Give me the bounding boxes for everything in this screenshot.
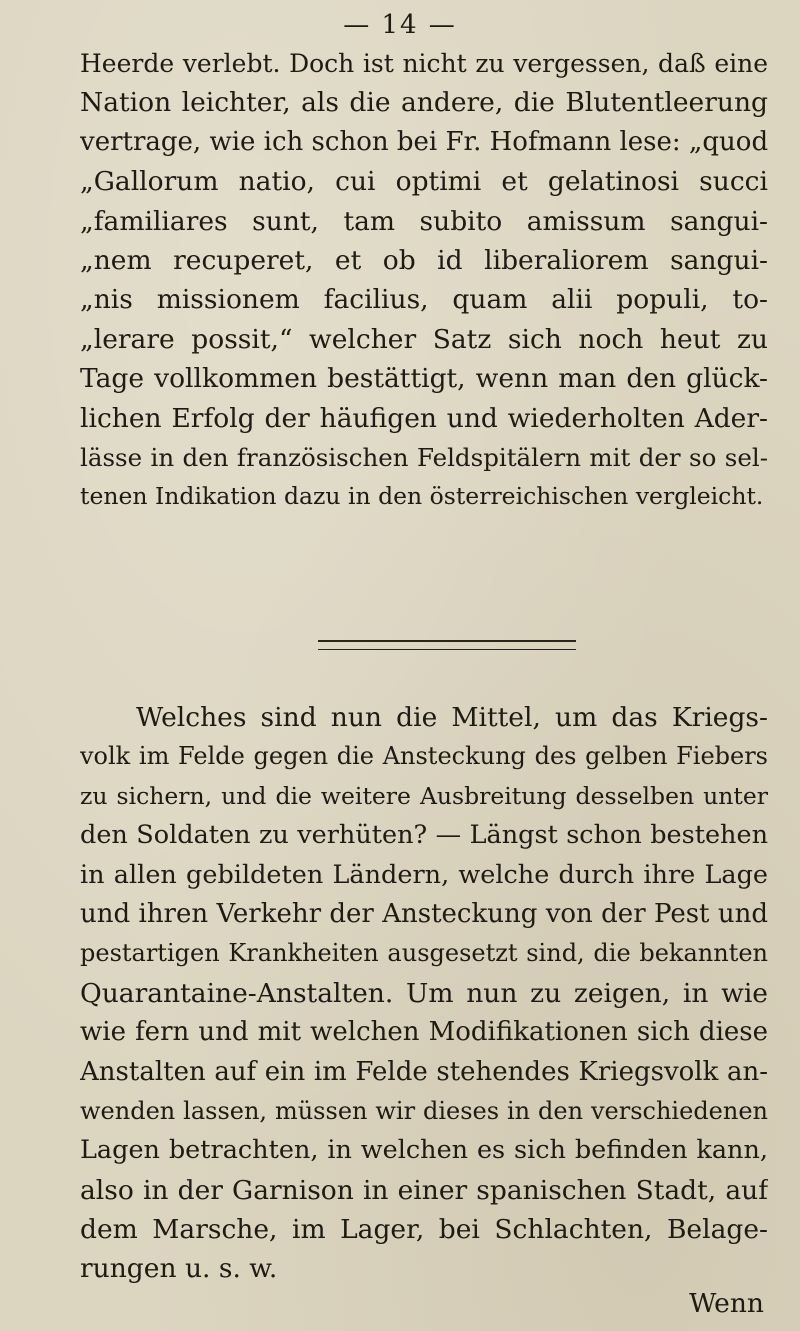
text-line: dem Marsche, im Lager, bei Schlachten, Belage-: [80, 1214, 768, 1246]
text-line: und ihren Verkehr der Ansteckung von der Pest und: [80, 898, 768, 929]
text-line: pestartigen Krankheiten ausgesetzt sind, die bekannten: [80, 939, 768, 968]
paragraph-2: [80, 698, 768, 1289]
text-line: „nem recuperet, et ob id liberaliorem sangui-: [80, 244, 768, 276]
text-line: rungen u. s. w.: [80, 1253, 278, 1285]
text-line: „lerare possit,“ welcher Satz sich noch heut zu: [80, 323, 768, 355]
text-line: den Soldaten zu verhüten? — Längst schon bestehen: [80, 820, 768, 851]
text-line: volk im Felde gegen die Ansteckung des gelben Fiebers: [80, 742, 768, 771]
text-line: wenden lassen, müssen wir dieses in den verschiedenen: [80, 1096, 768, 1125]
text-line: vertrage, wie ich schon bei Fr. Hofmann lese: „quod: [80, 126, 768, 157]
text-line: lässe in den französischen Feldspitälern mit der so sel-: [80, 442, 768, 472]
text-line: „nis missionem facilius, quam alii populi, to-: [80, 284, 768, 316]
text-line: also in der Garnison in einer spanischen Stadt, auf: [80, 1174, 768, 1206]
text-line: in allen gebildeten Ländern, welche durch ihre Lage: [80, 859, 768, 890]
section-divider: [318, 640, 576, 650]
text-line: Anstalten auf ein im Felde stehendes Kriegsvolk an-: [80, 1056, 768, 1087]
paragraph-1: [80, 44, 768, 517]
text-line: Tage vollkommen bestättigt, wenn man den glück-: [80, 363, 768, 395]
text-line: zu sichern, und die weitere Ausbreitung desselben unter: [80, 781, 768, 810]
text-line: wie fern und mit welchen Modifikationen sich diese: [80, 1017, 768, 1048]
text-line: Lagen betrachten, in welchen es sich befinden kann,: [80, 1135, 768, 1166]
text-line: lichen Erfolg der häufigen und wiederholten Ader-: [80, 402, 768, 434]
text-line: Quarantaine-Anstalten. Um nun zu zeigen, in wie: [80, 977, 768, 1009]
text-line: „familiares sunt, tam subito amissum sangui-: [80, 205, 768, 237]
text-line: tenen Indikation dazu in den österreichischen vergleicht.: [80, 482, 764, 511]
text-line: Welches sind nun die Mittel, um das Kriegs-: [136, 702, 768, 733]
catchword: Wenn: [689, 1288, 764, 1319]
text-line: „Gallorum natio, cui optimi et gelatinosi succi: [80, 166, 768, 198]
page-number: — 14 —: [343, 10, 457, 40]
text-line: Heerde verlebt. Doch ist nicht zu vergessen, daß eine: [80, 49, 768, 78]
text-line: Nation leichter, als die andere, die Blutentleerung: [80, 87, 768, 119]
